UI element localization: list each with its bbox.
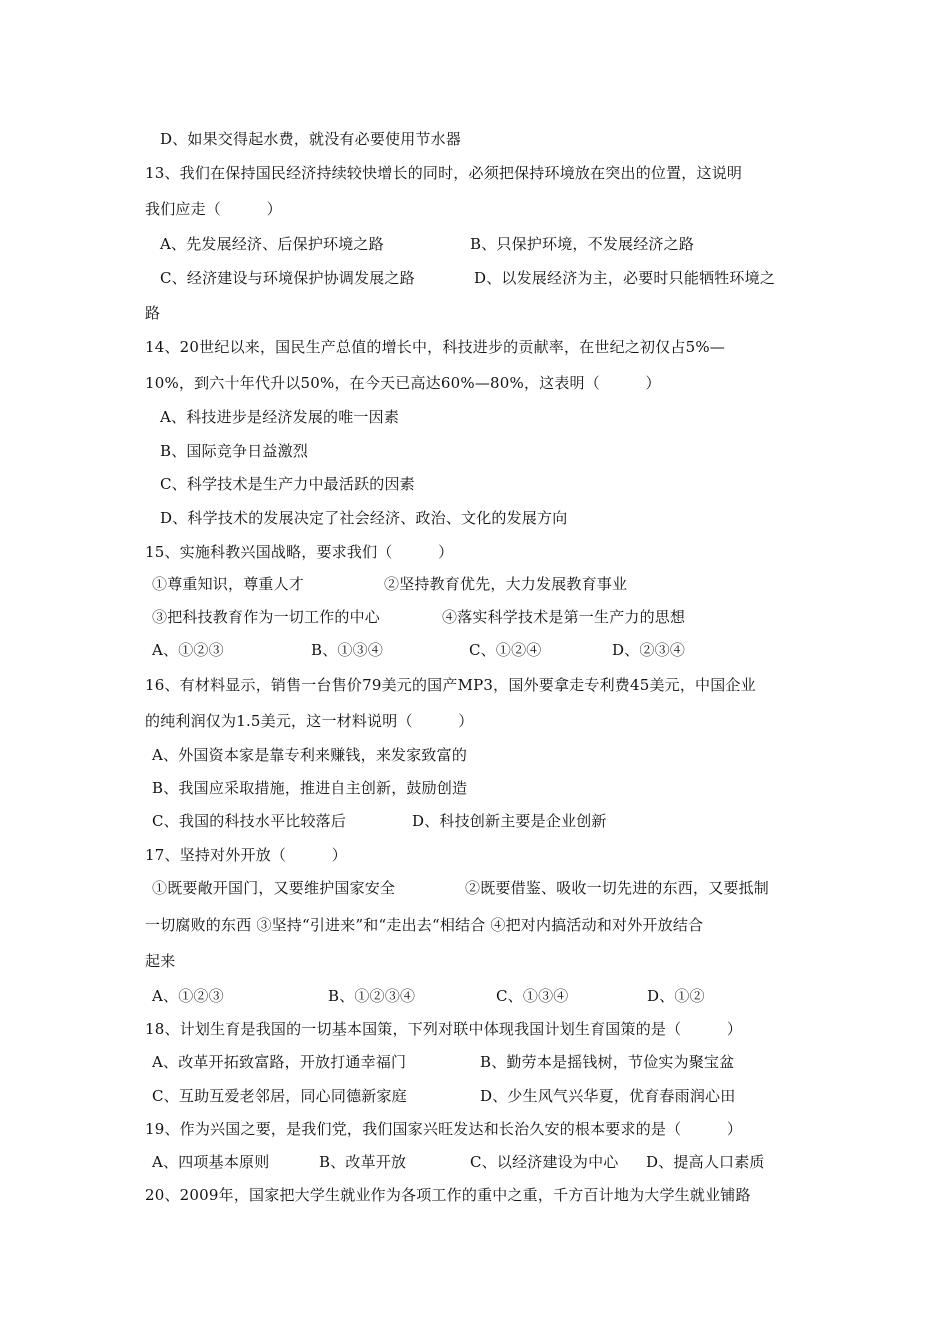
q20-stem-line1: 20、2009年，国家把大学生就业作为各项工作的重中之重，千方百计地为大学生就业铺路 (145, 1186, 751, 1204)
q18-option-a: A、改革开拓致富路，开放打通幸福门 (152, 1053, 407, 1071)
q16-option-a: A、外国资本家是靠专利来赚钱，来发家致富的 (152, 746, 468, 764)
q15-option-d: D、②③④ (612, 641, 686, 659)
q13-stem-line1: 13、我们在保持国民经济持续较快增长的同时，必须把保持环境放在突出的位置，这说明 (145, 164, 743, 182)
q15-option-a: A、①②③ (152, 641, 224, 659)
q17-item-2: ②既要借鉴、吸收一切先进的东西，又要抵制 (465, 879, 770, 897)
q15-item-2: ②坚持教育优先，大力发展教育事业 (384, 575, 628, 593)
q13-option-b: B、只保护环境，不发展经济之路 (470, 235, 695, 253)
q18-option-c: C、互助互爱老邻居，同心同德新家庭 (152, 1087, 407, 1105)
q17-item-1: ①既要敞开国门，又要维护国家安全 (152, 879, 396, 897)
q19-option-d: D、提高人口素质 (646, 1153, 765, 1171)
q17-option-b: B、①②③④ (328, 987, 416, 1005)
q17-stem: 17、坚持对外开放（ ） (145, 846, 347, 864)
q17-option-d: D、①② (647, 987, 705, 1005)
q17-option-c: C、①③④ (496, 987, 569, 1005)
q15-option-b: B、①③④ (311, 641, 384, 659)
q16-option-d: D、科技创新主要是企业创新 (412, 812, 607, 830)
q14-option-a: A、科技进步是经济发展的唯一因素 (160, 408, 400, 426)
q16-stem-line1: 16、有材料显示，销售一台售价79美元的国产MP3，国外要拿走专利费45美元，中国企业 (145, 676, 756, 694)
q17-items-line3: 起来 (145, 952, 176, 970)
q14-stem-line1: 14、20世纪以来，国民生产总值的增长中，科技进步的贡献率，在世纪之初仅占5%— (145, 338, 725, 356)
q13-stem-line2: 我们应走（ ） (145, 200, 282, 218)
q18-option-d: D、少生风气兴华夏，优育春雨润心田 (480, 1087, 736, 1105)
q18-option-b: B、勤劳本是摇钱树，节俭实为聚宝盆 (480, 1053, 735, 1071)
q13-option-d: D、以发展经济为主，必要时只能牺牲环境之 (474, 269, 776, 287)
q19-option-a: A、四项基本原则 (152, 1153, 270, 1171)
q13-option-a: A、先发展经济、后保护环境之路 (160, 235, 384, 253)
q19-option-c: C、以经济建设为中心 (470, 1153, 619, 1171)
q16-stem-line2: 的纯利润仅为1.5美元，这一材料说明（ ） (145, 712, 474, 730)
q14-stem-line2: 10%，到六十年代升以50%，在今天已高达60%—80%，这表明（ ） (145, 374, 661, 392)
q15-option-c: C、①②④ (469, 641, 542, 659)
q13-option-d-cont: 路 (145, 304, 161, 322)
q15-item-4: ④落实科学技术是第一生产力的思想 (442, 608, 686, 626)
q15-stem: 15、实施科教兴国战略，要求我们（ ） (145, 543, 454, 561)
q15-item-1: ①尊重知识，尊重人才 (152, 575, 305, 593)
q19-stem: 19、作为兴国之要，是我们党，我们国家兴旺发达和长治久安的根本要求的是（ ） (145, 1120, 743, 1138)
q13-option-c: C、经济建设与环境保护协调发展之路 (160, 269, 415, 287)
q16-option-b: B、我国应采取措施，推进自主创新，鼓励创造 (152, 779, 468, 797)
q19-option-b: B、改革开放 (319, 1153, 407, 1171)
q14-option-b: B、国际竞争日益激烈 (160, 442, 309, 460)
q17-items-line2: 一切腐败的东西 ③坚持“引进来”和“走出去“相结合 ④把对内搞活动和对外开放结合 (145, 916, 704, 934)
q18-stem: 18、计划生育是我国的一切基本国策，下列对联中体现我国计划生育国策的是（ ） (145, 1020, 743, 1038)
q14-option-d: D、科学技术的发展决定了社会经济、政治、文化的发展方向 (160, 509, 568, 527)
q16-option-c: C、我国的科技水平比较落后 (152, 812, 347, 830)
q15-item-3: ③把科技教育作为一切工作的中心 (152, 608, 381, 626)
q12-option-d: D、如果交得起水费，就没有必要使用节水器 (160, 130, 462, 148)
q14-option-c: C、科学技术是生产力中最活跃的因素 (160, 475, 415, 493)
q17-option-a: A、①②③ (152, 987, 224, 1005)
